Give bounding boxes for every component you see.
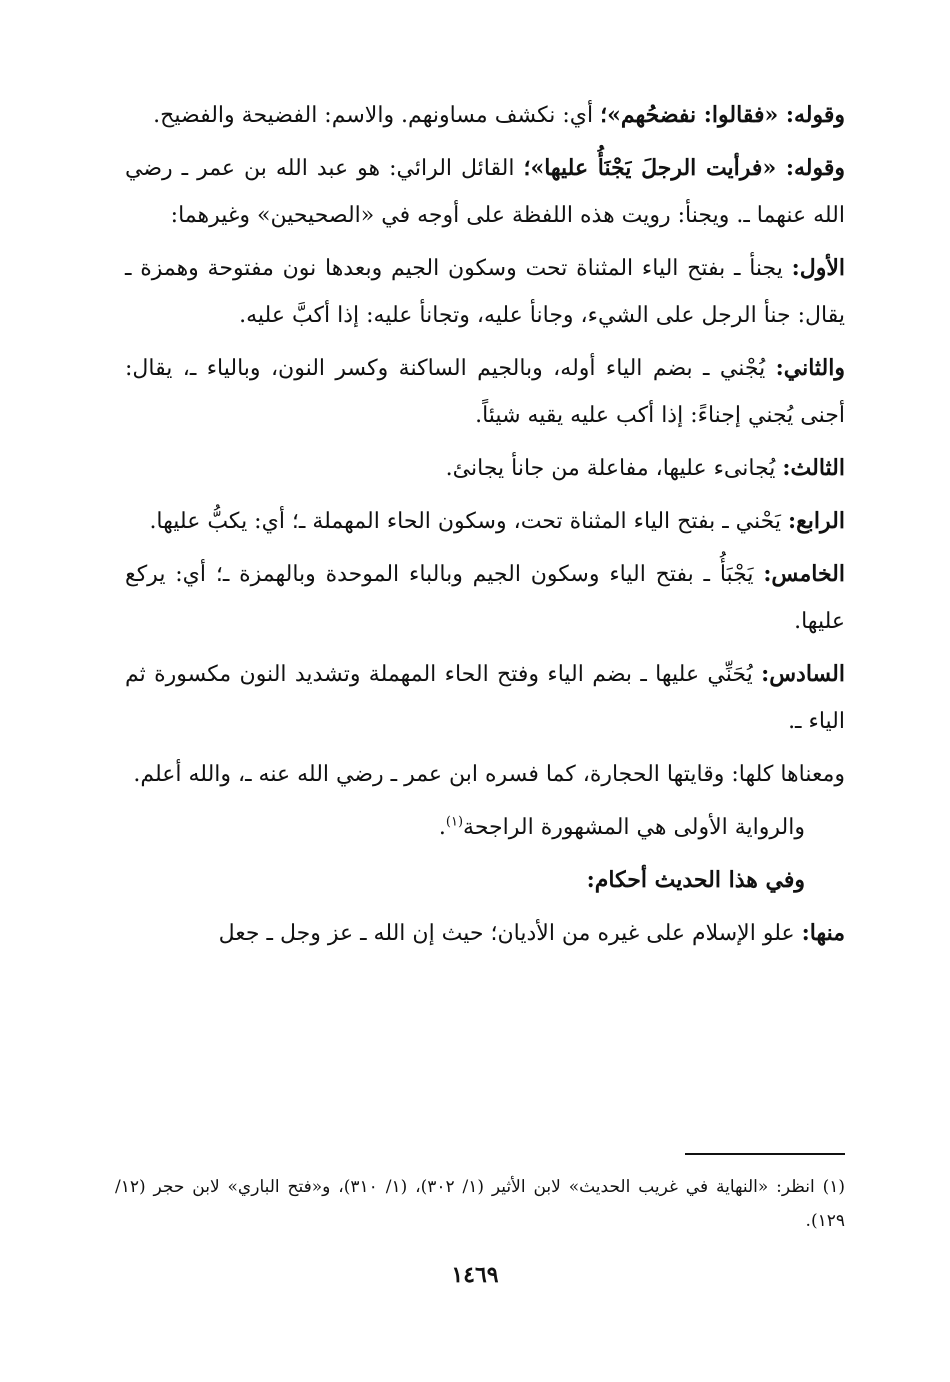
riwaya-paragraph [125,804,845,851]
paragraph-3-text: يجنأ ـ بفتح الياء المثناة تحت وسكون الجيم وبعدها نون مفتوحة وهمزة ـ يقال: جنأ الرجل على الشيء، وجانأ عليه، وتجانأ عليه: إذا أكبَّ عليه. [125,256,845,328]
paragraph-1-lead: وقوله: «فقالوا: نفضحُهم»؛ [600,102,845,128]
ahkam-heading [125,857,845,904]
paragraph-4 [125,345,845,439]
paragraph-8-lead: السادس: [761,661,845,687]
paragraph-4-lead: والثاني: [775,355,845,381]
paragraph-5 [125,445,845,492]
paragraph-6 [125,498,845,545]
paragraph-3 [125,245,845,339]
page-number: ١٤٦٩ [451,1262,499,1288]
paragraph-9 [125,751,845,798]
paragraph-5-text: يُجانىء عليها، مفاعلة من جانأ يجانئ. [445,456,783,481]
paragraph-9-text: ومعناها كلها: وقايتها الحجارة، كما فسره ابن عمر ـ رضي الله عنه ـ، والله أعلم. [133,762,845,787]
paragraph-6-text: يَحْني ـ بفتح الياء المثناة تحت، وسكون الحاء المهملة ـ؛ أي: يكبُّ عليها. [149,509,788,534]
paragraph-5-lead: الثالث: [782,455,845,481]
paragraph-1-text: أي: نكشف مساونهم. والاسم: الفضيحة والفضيح. [153,103,601,128]
paragraph-7-text: يَجْبَأُ ـ بفتح الياء وسكون الجيم وبالباء الموحدة وبالهمزة ـ؛ أي: يركع عليها. [125,562,845,634]
paragraph-2-lead: وقوله: «فرأيت الرجلَ يَجْنَأُ عليها»؛ [523,155,845,181]
paragraph-8-text: يُحَنِّي عليها ـ بضم الياء وفتح الحاء المهملة وتشديد النون مكسورة ثم الياء ـ. [125,662,845,734]
main-text [125,92,845,963]
paragraph-1 [125,92,845,139]
last-paragraph [125,910,845,957]
paragraph-6-lead: الرابع: [787,508,845,534]
footnote-marker: (١) [445,814,464,830]
paragraph-8 [125,651,845,745]
ahkam-heading-text: وفي هذا الحديث أحكام: [586,867,805,893]
paragraph-4-text: يُجْني ـ بضم الياء أوله، وبالجيم الساكنة وكسر النون، وبالياء ـ، يقال: أجنى يُجني إجناءً: إذا أكب عليه يقيه شيئاً. [125,356,845,428]
paragraph-2 [125,145,845,239]
last-paragraph-lead: منها: [801,920,845,946]
footnote-divider [685,1153,845,1155]
riwaya-text: والرواية الأولى هي المشهورة الراجحة [463,815,805,840]
riwaya-end: . [438,815,446,840]
paragraph-3-lead: الأول: [791,255,845,281]
paragraph-7-lead: الخامس: [763,561,845,587]
last-paragraph-text: علو الإسلام على غيره من الأديان؛ حيث إن الله ـ عز وجل ـ جعل [218,921,802,946]
paragraph-2-text: القائل الرائي: هو عبد الله بن عمر ـ رضي الله عنهما ـ. ويجنأ: رويت هذه اللفظة على أوجه في «الصحيحين» وغيرهما: [125,156,845,228]
footnote: (١) انظر: «النهاية في غريب الحديث» لابن الأثير (١/ ٣٠٢)، (١/ ٣١٠)، و«فتح الباري» لابن حجر (١٢/ ١٢٩). [115,1177,845,1231]
paragraph-7 [125,551,845,645]
